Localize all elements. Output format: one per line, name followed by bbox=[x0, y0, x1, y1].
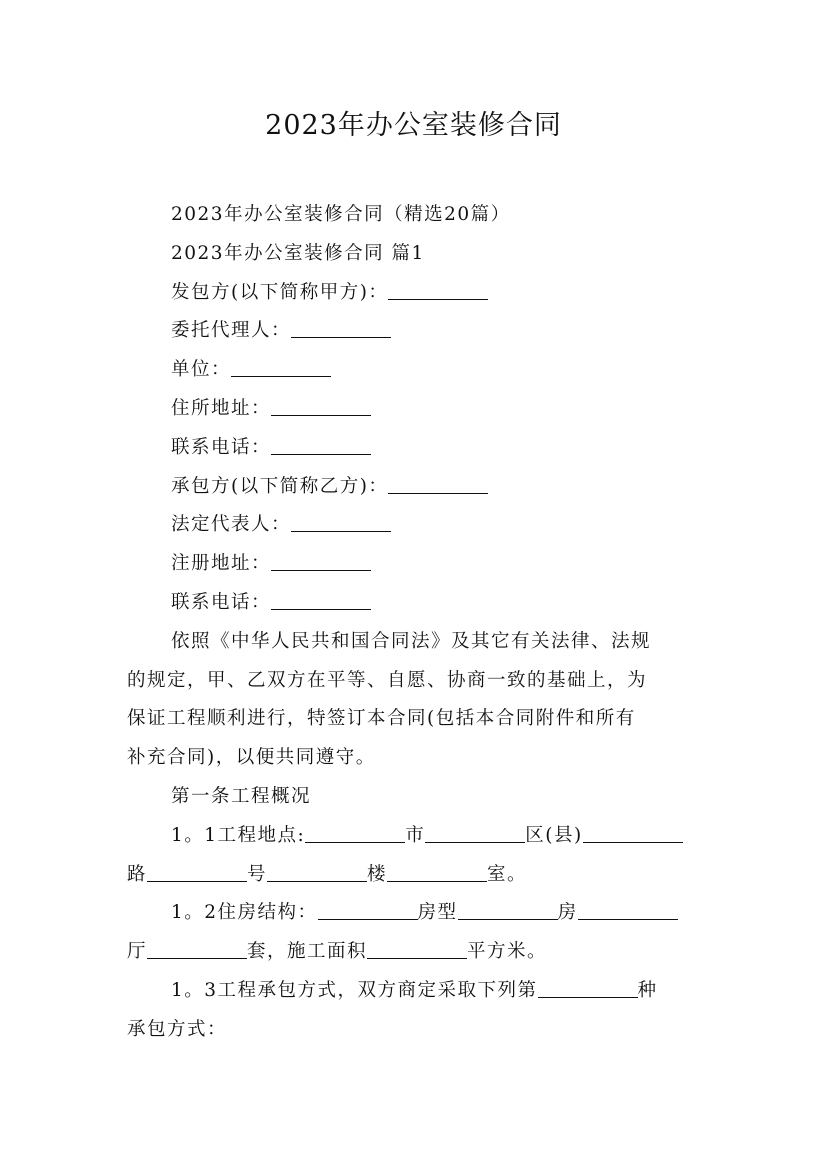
fill-blank bbox=[291, 317, 391, 338]
document-body bbox=[127, 196, 703, 1050]
field-reg-address bbox=[127, 545, 703, 584]
clause-1-1: 1。1工程地点: 市 区(县) bbox=[127, 817, 703, 856]
field-label: 发包方(以下简称甲方)： bbox=[171, 281, 389, 303]
field-label: 法定代表人： bbox=[171, 514, 292, 536]
fill-blank bbox=[305, 822, 405, 843]
para1-line: 保证工程顺利进行，特签订本合同(包括本合同附件和所有 bbox=[127, 708, 636, 730]
chapter-heading: 2023年办公室装修合同 篇1 bbox=[171, 242, 425, 264]
field-phone-b bbox=[127, 584, 703, 623]
fill-blank bbox=[388, 279, 488, 300]
fill-blank bbox=[583, 822, 683, 843]
clause-1-3: 1。3工程承包方式，双方商定采取下列第 种 bbox=[127, 972, 703, 1011]
field-party-a bbox=[127, 274, 703, 313]
section-heading: 第一条工程概况 bbox=[171, 785, 312, 807]
field-label: 单位： bbox=[171, 359, 232, 381]
fill-blank bbox=[578, 899, 678, 920]
fill-blank bbox=[271, 550, 371, 571]
fill-blank bbox=[271, 395, 371, 416]
fill-blank bbox=[388, 473, 488, 494]
clause-1-2: 1。2住房结构： 房型 房 bbox=[127, 894, 703, 933]
fill-blank bbox=[271, 589, 371, 610]
subtitle: 2023年办公室装修合同（精选20篇） bbox=[171, 204, 511, 225]
field-agent bbox=[127, 312, 703, 351]
clause-1-1-cont: 路 号 楼 室。 bbox=[127, 856, 703, 895]
clause-1-2-cont: 厅 套，施工面积 平方米。 bbox=[127, 933, 703, 972]
field-legal-rep bbox=[127, 506, 703, 545]
document-title: 2023年办公室装修合同 bbox=[265, 110, 562, 141]
field-party-b bbox=[127, 468, 703, 507]
fill-blank bbox=[147, 938, 247, 959]
fill-blank bbox=[147, 861, 247, 882]
clause-1-3-cont: 承包方式： bbox=[127, 1018, 228, 1040]
field-label: 住所地址： bbox=[171, 397, 272, 419]
field-label: 委托代理人： bbox=[171, 320, 292, 342]
fill-blank bbox=[291, 511, 391, 532]
fill-blank bbox=[425, 822, 525, 843]
field-address bbox=[127, 390, 703, 429]
fill-blank bbox=[367, 938, 467, 959]
fill-blank bbox=[271, 434, 371, 455]
field-label: 承包方(以下简称乙方)： bbox=[171, 475, 389, 497]
fill-blank bbox=[538, 977, 638, 998]
para1-line: 依照《中华人民共和国合同法》及其它有关法律、法规 bbox=[171, 630, 652, 652]
fill-blank bbox=[387, 861, 487, 882]
fill-blank bbox=[231, 356, 331, 377]
field-phone-a bbox=[127, 429, 703, 468]
para1-line: 的规定，甲、乙双方在平等、自愿、协商一致的基础上，为 bbox=[127, 669, 648, 691]
fill-blank bbox=[267, 861, 367, 882]
fill-blank bbox=[318, 899, 418, 920]
field-label: 联系电话： bbox=[171, 436, 272, 458]
field-unit bbox=[127, 351, 703, 390]
field-label: 联系电话： bbox=[171, 591, 272, 613]
field-label: 注册地址： bbox=[171, 553, 272, 575]
fill-blank bbox=[458, 899, 558, 920]
para1-line: 补充合同)，以便共同遵守。 bbox=[127, 747, 376, 769]
